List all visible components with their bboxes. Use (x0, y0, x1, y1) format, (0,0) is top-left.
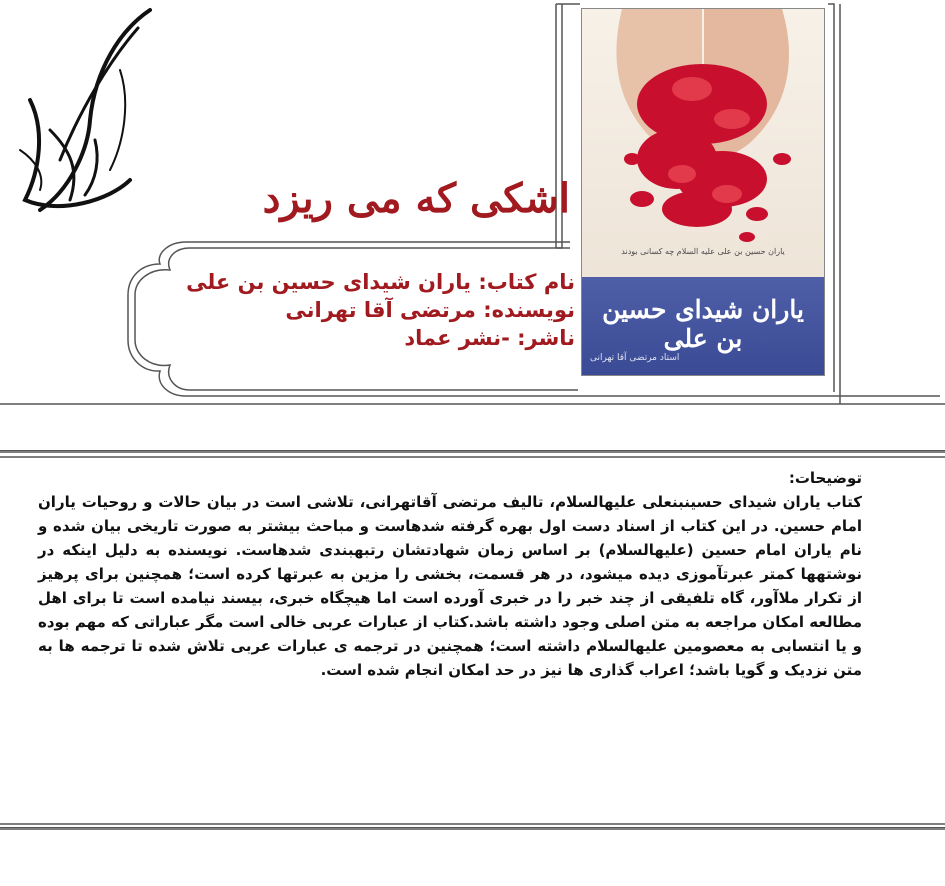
description-text: کتاب یاران شیدای حسینبنعلی علیهالسلام، تالیف مرتضی آقاتهرانی، تلاشی است در بیان حالات و روحیات یاران امام حسین. در این کتاب از اسناد دست اول بهره گرفته شدهاست و مباحث بیشتر به صورت تاریخی بیان شده و نام یاران امام حسین (علیهالسلام) بر اساس زمان شهادتشان رتبهبندی شدهاست. نویسنده به دلیل اینکه در نوشتهها کمتر عبرتآموزی دیده میشود، در هر قسمت، بخشی را مزین به عبرتها کرده است؛ همچنین برای پرهیز از تکرار ملاآور، گاه تلفیقی از چند خبر را در خبری آورده است اما هیچگاه خبری، بیسند نیامده است تا برای اهل مطالعه امکان مراجعه به متن اصلی وجود داشته باشد.کتاب از عبارات عربی خالی است مگر عباراتی که مهم بوده و یا انتسابی به معصومین علیهالسلام داشته است؛ همچنین در ترجمه ی عبارات عربی تلاش شده تا ترجمه ها به متن نزدیک و گویا باشد؛ اعراب گذاری ها نیز در حد امکان انجام شده است. (38, 493, 862, 679)
cover-title: یاران شیدای حسین بن علی (602, 295, 804, 353)
book-title-line: نام کتاب: یاران شیدای حسین بن علی (186, 270, 575, 294)
page-heading: اشکی که می ریزد (262, 175, 570, 222)
book-publisher-line: ناشر: -نشر عماد (404, 326, 575, 350)
cover-author: استاد مرتضی آقا تهرانی (590, 353, 680, 363)
logo-text: ریحانه (77, 224, 103, 235)
book-cover-image (581, 8, 825, 376)
cover-photo-area (582, 9, 824, 279)
description-block (38, 466, 862, 682)
hands-with-petals-illustration (582, 9, 824, 279)
book-author-line: نویسنده: مرتضی آقا تهرانی (285, 298, 575, 322)
description-label: توضیحات: (788, 469, 862, 487)
cover-subtitle: یاران حسین بن علی علیه السلام چه کسانی بودند (621, 247, 785, 256)
